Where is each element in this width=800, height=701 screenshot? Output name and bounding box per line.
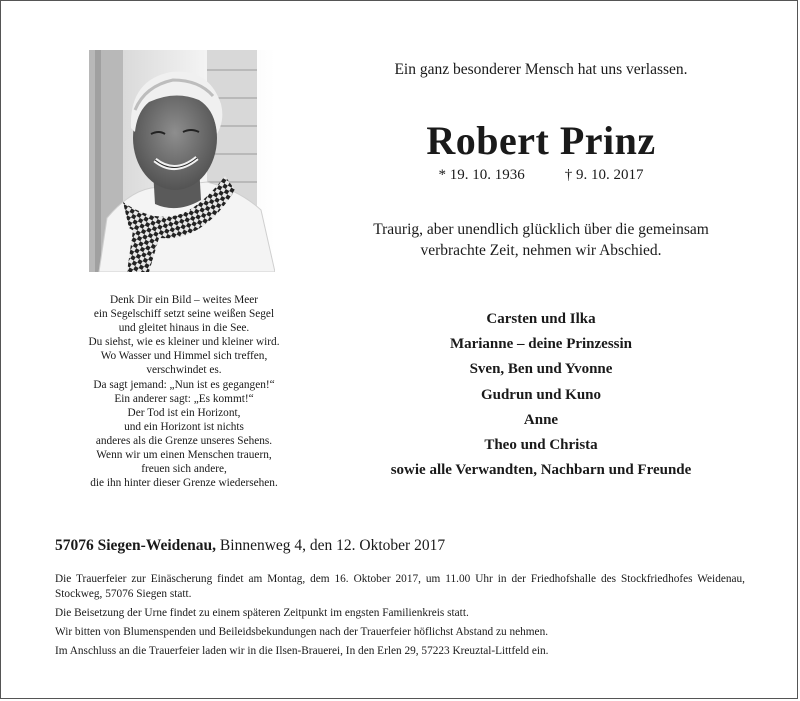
poem-line: Wenn wir um einen Menschen trauern,	[96, 449, 272, 462]
mourner: Anne	[523, 411, 559, 428]
poem-line: Denk Dir ein Bild – weites Meer	[109, 294, 259, 306]
poem-line: und gleitet hinaus in die See.	[118, 322, 250, 335]
farewell-line: verbrachte Zeit, nehmen wir Abschied.	[420, 242, 662, 259]
intro-line: Ein ganz besonderer Mensch hat uns verlassen.	[394, 61, 688, 78]
birth-date: * 19. 10. 1936	[438, 167, 525, 183]
poem-line: Der Tod ist ein Horizont,	[127, 406, 241, 419]
mourner: Carsten und Ilka	[486, 311, 596, 327]
poem-line: verschwindet es.	[146, 364, 222, 377]
place-date-line	[55, 537, 445, 555]
mourners-list	[341, 307, 741, 483]
death-date: † 9. 10. 2017	[564, 167, 644, 183]
life-dates	[341, 167, 741, 184]
poem-line: ein Segelschiff setzt seine weißen Segel	[93, 308, 275, 321]
poem-line: Du siehst, wie es kleiner und kleiner wird.	[88, 336, 280, 349]
mourner: Theo und Christa	[484, 437, 598, 454]
poem-line: Wo Wasser und Himmel sich treffen,	[100, 350, 268, 363]
poem-line: die ihn hinter dieser Grenze wiedersehen.	[90, 477, 278, 490]
mourner: Marianne – deine Prinzessin	[449, 336, 633, 353]
mourner: sowie alle Verwandten, Nachbarn und Freunde	[390, 462, 692, 479]
poem	[49, 293, 319, 490]
portrait-photo	[89, 50, 275, 272]
poem-line: Ein anderer sagt: „Es kommt!“	[114, 392, 254, 405]
place-rest: Binnenweg 4, den 12. Oktober 2017	[216, 537, 446, 554]
mourner: Gudrun und Kuno	[480, 386, 602, 403]
notice-paragraph: Die Trauerfeier zur Einäscherung findet am Montag, dem 16. Oktober 2017, um 11.00 Uhr in der Friedhofshalle des Stockfriedhofes Weidenau, Stockweg, 57076 Siegen statt.	[55, 573, 745, 600]
poem-line: Da sagt jemand: „Nun ist es gegangen!“	[93, 378, 275, 391]
deceased-name: Robert Prinz	[426, 118, 656, 163]
notice-paragraph: Im Anschluss an die Trauerfeier laden wir in die Ilsen-Brauerei, In den Erlen 29, 57223 Kreuztal-Littfeld ein.	[55, 644, 549, 657]
notice-paragraph: Wir bitten von Blumenspenden und Beileidsbekundungen nach der Trauerfeier höflichst Abstand zu nehmen.	[55, 625, 549, 638]
poem-line: freuen sich andere,	[141, 463, 227, 476]
notice-paragraph: Die Beisetzung der Urne findet zu einem späteren Zeitpunkt im engsten Familienkreis statt.	[55, 606, 469, 619]
funeral-notices	[55, 572, 745, 663]
farewell-text	[341, 219, 741, 261]
farewell-line: Traurig, aber unendlich glücklich über die gemeinsam	[373, 221, 709, 238]
place-city: 57076 Siegen-Weidenau,	[55, 537, 217, 554]
mourner: Sven, Ben und Yvonne	[469, 361, 613, 378]
poem-line: und ein Horizont ist nichts	[124, 420, 244, 433]
poem-line: anderes als die Grenze unseres Sehens.	[95, 434, 273, 447]
